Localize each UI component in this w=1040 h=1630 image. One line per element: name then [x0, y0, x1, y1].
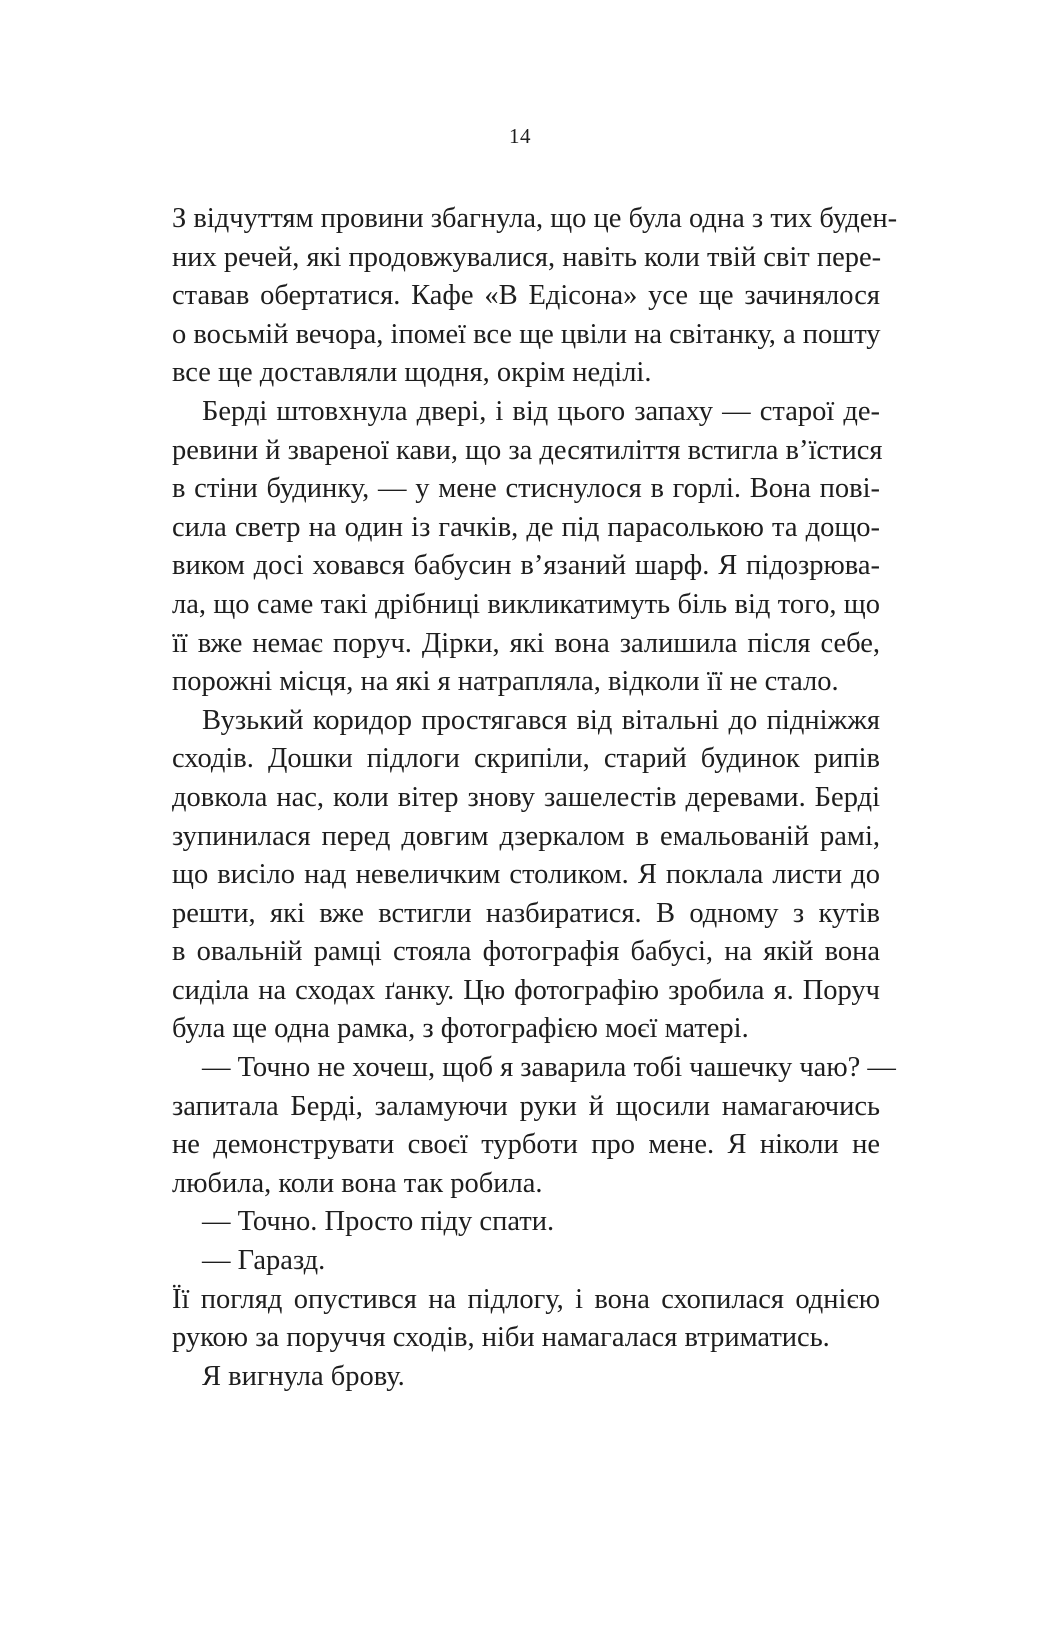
text-line: о восьмій вечора, іпомеї все ще цвіли на світанку, а пошту: [172, 318, 881, 350]
text-line: ревини й звареної кави, що за десятиліття встигла в’їстися: [172, 434, 883, 466]
text-line: сходів. Дошки підлоги скрипіли, старий будинок рипів: [172, 743, 880, 775]
text-line: в стіни будинку, — у мене стиснулося в горлі. Вона пові-: [172, 473, 880, 505]
text-line: зупинилася перед довгим дзеркалом в емальованій рамі,: [172, 820, 880, 852]
text-line: виком досі ховався бабусин в’язаний шарф. Я підозрюва-: [172, 550, 880, 582]
text-line: була ще одна рамка, з фотографією моєї матері.: [172, 1013, 749, 1045]
text-line: сиділа на сходах ґанку. Цю фотографію зробила я. Поруч: [172, 974, 880, 1006]
text-line: все ще доставляли щодня, окрім неділі.: [172, 357, 652, 389]
text-line: Вузький коридор простягався від вітальні до підніжжя: [202, 704, 880, 736]
text-line: не демонструвати своєї турботи про мене. Я ніколи не: [172, 1129, 880, 1161]
text-line: довкола нас, коли вітер знову зашелестів деревами. Берді: [172, 781, 880, 813]
text-line: — Гаразд.: [202, 1245, 326, 1277]
text-line: ставав обертатися. Кафе «В Едісона» усе ще зачинялося: [172, 280, 880, 312]
text-line: в овальній рамці стояла фотографія бабусі, на якій вона: [172, 936, 880, 968]
text-line: що висіло над невеличким столиком. Я поклала листи до: [172, 859, 880, 891]
body-text: [172, 200, 898, 1396]
text-line: З відчуттям провини збагнула, що це була одна з тих буден-: [172, 203, 898, 234]
text-line: порожні місця, на які я натрапляла, відколи її не стало.: [172, 666, 839, 698]
text-line: Її погляд опустився на підлогу, і вона схопилася однією: [172, 1283, 880, 1315]
text-line: ла, що саме такі дрібниці викликатимуть біль від того, що: [172, 588, 880, 620]
text-line: запитала Берді, заламуючи руки й щосили намагаючись: [172, 1090, 880, 1122]
text-line: любила, коли вона так робила.: [172, 1167, 543, 1199]
text-line: Я вигнула брову.: [202, 1360, 405, 1392]
text-line: Берді штовхнула двері, і від цього запаху — старої де-: [202, 395, 880, 427]
page-number: 14: [509, 124, 531, 148]
text-line: сила светр на один із гачків, де під парасолькою та дощо-: [172, 511, 880, 543]
text-line: них речей, які продовжувалися, навіть коли твій світ пере-: [172, 241, 882, 273]
text-line: решти, які вже встигли назбиратися. В одному з кутів: [172, 897, 880, 929]
text-line: — Точно не хочеш, щоб я заварила тобі чашечку чаю? —: [202, 1052, 896, 1084]
text-line: — Точно. Просто піду спати.: [202, 1206, 555, 1238]
text-line: її вже немає поруч. Дірки, які вона залишила після себе,: [172, 627, 880, 659]
text-line: рукою за поруччя сходів, ніби намагалася втриматись.: [172, 1322, 830, 1354]
